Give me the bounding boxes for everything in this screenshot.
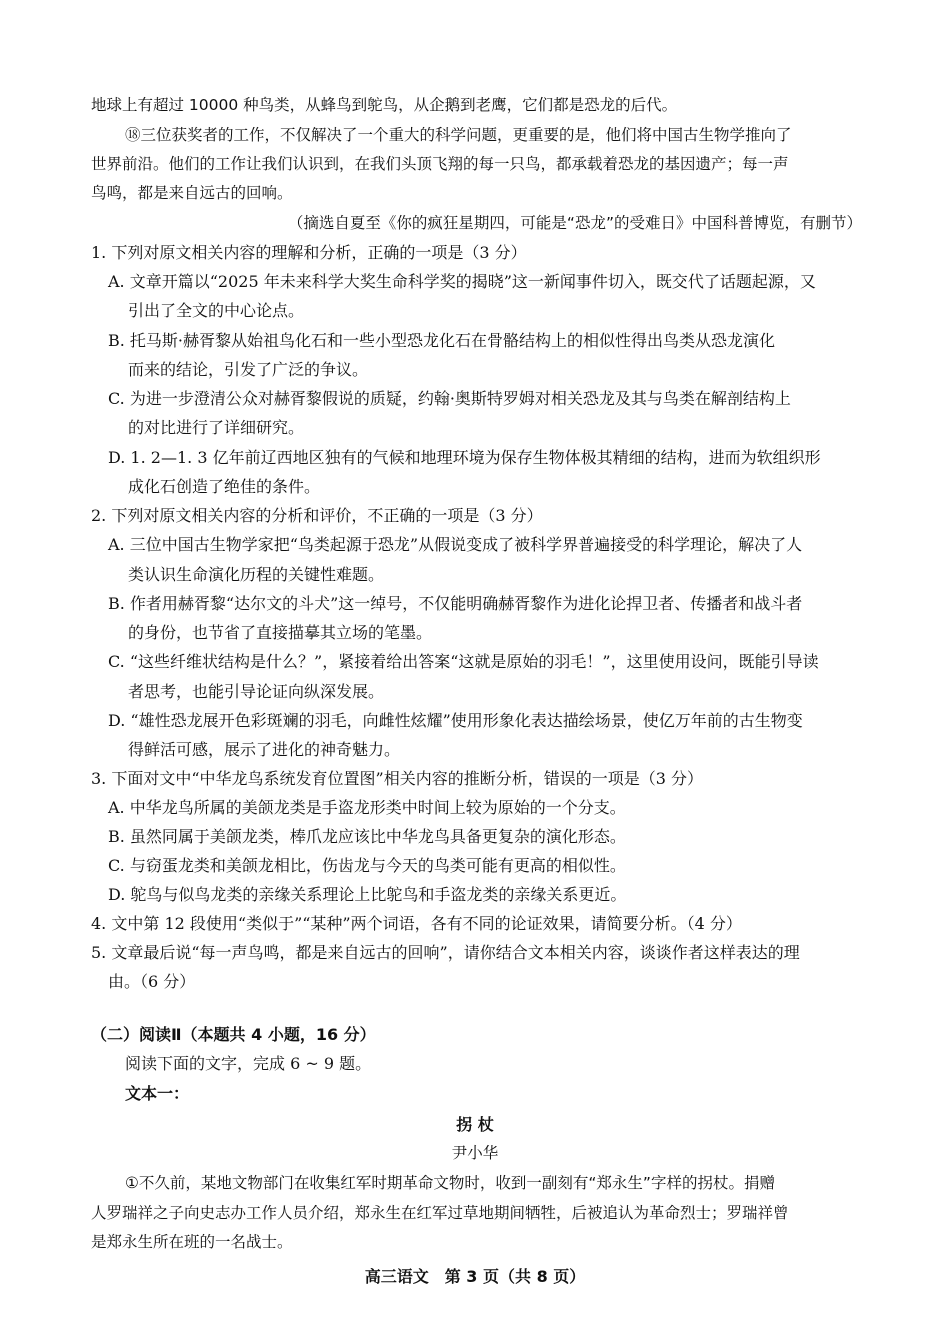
page-footer: 高三语文 第 3 页（共 8 页） — [364, 1267, 586, 1286]
question-4: 4. 文中第 12 段使用“类似于”“某种”两个词语，各有不同的论证效果，请简要分析。（4 分） — [91, 914, 742, 933]
question-1-stem: 1. 下列对原文相关内容的理解和分析，正确的一项是（3 分） — [91, 243, 527, 262]
paragraph-18-line: 世界前沿。他们的工作让我们认识到，在我们头顶飞翔的每一只鸟，都承载着恐龙的基因遗产；每一声 — [91, 155, 789, 173]
option-b: B. 托马斯·赫胥黎从始祖鸟化石和一些小型恐龙化石在骨骼结构上的相似性得出鸟类从恐龙演化 — [108, 331, 776, 350]
option-a-cont: 引出了全文的中心论点。 — [128, 301, 305, 320]
option-d-cont: 成化石创造了绝佳的条件。 — [128, 477, 321, 496]
option-a-cont: 类认识生命演化历程的关键性难题。 — [128, 565, 385, 584]
option-d: D. 鸵鸟与似鸟龙类的亲缘关系理论上比鸵鸟和手盗龙类的亲缘关系更近。 — [108, 885, 627, 904]
option-c-cont: 者思考，也能引导论证向纵深发展。 — [128, 682, 385, 701]
option-a: A. 中华龙鸟所属的美颌龙类是手盗龙形类中时间上较为原始的一个分支。 — [108, 798, 626, 817]
paragraph-18-line: ⑱三位获奖者的工作，不仅解决了一个重大的科学问题，更重要的是，他们将中国古生物学推向了 — [125, 126, 792, 144]
option-c: C. 为进一步澄清公众对赫胥黎假说的质疑，约翰·奥斯特罗姆对相关恐龙及其与鸟类在解剖结构上 — [108, 389, 791, 408]
option-b-cont: 的身份，也节省了直接描摹其立场的笔墨。 — [128, 623, 433, 642]
option-c: C. 与窃蛋龙类和美颌龙相比，伤齿龙与今天的鸟类可能有更高的相似性。 — [108, 856, 626, 875]
section-heading: （二）阅读Ⅱ（本题共 4 小题，16 分） — [91, 1025, 376, 1044]
story-title: 拐 杖 — [456, 1115, 494, 1134]
option-c: C. “这些纤维状结构是什么？”，紧接着给出答案“这就是原始的羽毛！”，这里使用设问，既能引导读 — [108, 652, 819, 671]
question-3-stem: 3. 下面对文中“中华龙鸟系统发育位置图”相关内容的推断分析，错误的一项是（3 分） — [91, 769, 703, 788]
story-paragraph-line: 是郑永生所在班的一名战士。 — [91, 1233, 293, 1251]
passage-line: 地球上有超过 10000 种鸟类，从蜂鸟到鸵鸟，从企鹅到老鹰，它们都是恐龙的后代。 — [91, 96, 678, 114]
story-paragraph-line: 人罗瑞祥之子向史志办工作人员介绍，郑永生在红军过草地期间牺牲，后被追认为革命烈士；罗瑞祥曾 — [91, 1204, 789, 1222]
text-label: 文本一： — [125, 1084, 190, 1103]
option-c-cont: 的对比进行了详细研究。 — [128, 418, 305, 437]
option-d-cont: 得鲜活可感，展示了进化的神奇魅力。 — [128, 740, 401, 759]
option-b: B. 作者用赫胥黎“达尔文的斗犬”这一绰号，不仅能明确赫胥黎作为进化论捍卫者、传播者和战斗者 — [108, 594, 803, 613]
option-a: A. 文章开篇以“2025 年未来科学大奖生命科学奖的揭晓”这一新闻事件切入，既交代了话题起源，又 — [108, 272, 816, 291]
question-5: 5. 文章最后说“每一声鸟鸣，都是来自远古的回响”，请你结合文本相关内容，谈谈作者这样表达的理 — [91, 943, 800, 962]
question-2-stem: 2. 下列对原文相关内容的分析和评价，不正确的一项是（3 分） — [91, 506, 543, 525]
option-a: A. 三位中国古生物学家把“鸟类起源于恐龙”从假说变成了被科学界普遍接受的科学理论，解决了人 — [108, 535, 803, 554]
paragraph-18-line: 鸟鸣，都是来自远古的回响。 — [91, 184, 293, 202]
question-5-cont: 由。（6 分） — [108, 972, 196, 991]
source-citation: （摘选自夏至《你的疯狂星期四，可能是“恐龙”的受难日》中国科普博览，有删节） — [287, 214, 862, 232]
option-b: B. 虽然同属于美颌龙类，棒爪龙应该比中华龙鸟具备更复杂的演化形态。 — [108, 827, 626, 846]
story-paragraph-line: ①不久前，某地文物部门在收集红军时期革命文物时，收到一副刻有“郑永生”字样的拐杖。捐赠 — [125, 1174, 775, 1192]
option-b-cont: 而来的结论，引发了广泛的争议。 — [128, 360, 369, 379]
section-instruction: 阅读下面的文字，完成 6 ~ 9 题。 — [125, 1054, 372, 1073]
story-author: 尹小华 — [451, 1144, 499, 1162]
option-d: D. 1. 2—1. 3 亿年前辽西地区独有的气候和地理环境为保存生物体极其精细的结构，进而为软组织形 — [108, 448, 821, 467]
option-d: D. “雄性恐龙展开色彩斑斓的羽毛，向雌性炫耀”使用形象化表达描绘场景，使亿万年前的古生物变 — [108, 711, 803, 730]
